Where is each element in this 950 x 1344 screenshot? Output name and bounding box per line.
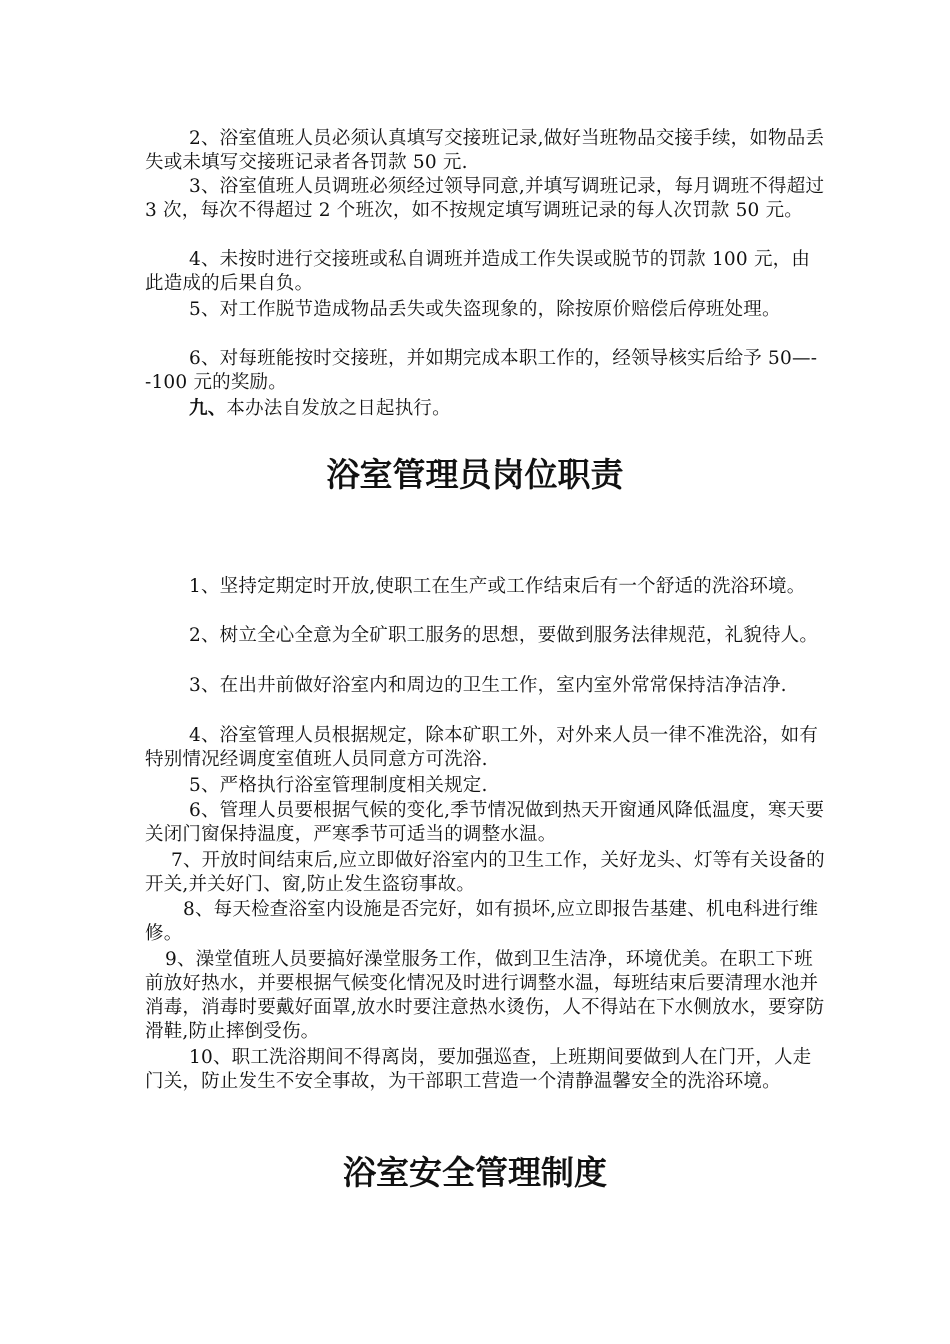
paragraph-item-5: 5、对工作脱节造成物品丢失或失盗现象的，除按原价赔偿后停班处理。 (189, 299, 781, 320)
duty-item-4: 4、浴室管理人员根据规定，除本矿职工外，对外来人员一律不准洗浴，如有特别情况经调度室值班人员同意方可洗浴. (145, 725, 819, 770)
paragraph-item-2: 2、浴室值班人员必须认真填写交接班记录,做好当班物品交接手续，如物品丢失或未填写交接班记录者各罚款 50 元. (145, 128, 825, 173)
item-9-text: 本办法自发放之日起执行。 (226, 398, 451, 419)
duty-item-6: 6、管理人员要根据气候的变化,季节情况做到热天开窗通风降低温度，寒天要关闭门窗保持温度，严寒季节可适当的调整水温。 (145, 800, 825, 845)
duty-item-3: 3、在出井前做好浴室内和周边的卫生工作，室内室外常常保持洁净洁净. (189, 675, 787, 696)
paragraph-item-4: 4、未按时进行交接班或私自调班并造成工作失误或脱节的罚款 100 元，由此造成的后果自负。 (145, 249, 811, 294)
paragraph-item-3: 3、浴室值班人员调班必须经过领导同意,并填写调班记录，每月调班不得超过 3 次，每次不得超过 2 个班次，如不按规定填写调班记录的每人次罚款 50 元。 (145, 176, 825, 221)
section-title-bath-safety-rules: 浴室安全管理制度 (343, 1153, 607, 1192)
section-title-bath-manager-duties: 浴室管理员岗位职责 (326, 455, 624, 494)
duty-item-8: 8、每天检查浴室内设施是否完好，如有损坏,应立即报告基建、机电科进行维修。 (145, 899, 819, 944)
duty-item-7: 7、开放时间结束后,应立即做好浴室内的卫生工作，关好龙头、灯等有关设备的开关,并关好门、窗,防止发生盗窃事故。 (145, 850, 825, 895)
duty-item-10: 10、职工洗浴期间不得离岗，要加强巡查，上班期间要做到人在门开，人走门关，防止发生不安全事故，为干部职工营造一个清静温馨安全的洗浴环境。 (145, 1047, 812, 1092)
duty-item-5: 5、严格执行浴室管理制度相关规定. (189, 775, 488, 796)
duty-item-9: 9、澡堂值班人员要搞好澡堂服务工作，做到卫生洁净，环境优美。在职工下班前放好热水，并要根据气候变化情况及时进行调整水温，每班结束后要清理水池并消毒，消毒时要戴好面罩,放水时要注意热水烫伤，人不得站在下水侧放水，要穿防滑鞋,防止摔倒受伤。 (145, 949, 825, 1042)
paragraph-item-6: 6、对每班能按时交接班，并如期完成本职工作的，经领导核实后给予 50—--100 元的奖励。 (145, 348, 818, 393)
item-9-lead: 九、 (189, 398, 227, 419)
duty-item-2: 2、树立全心全意为全矿职工服务的思想，要做到服务法律规范，礼貌待人。 (189, 625, 819, 646)
duty-item-1: 1、坚持定期定时开放,使职工在生产或工作结束后有一个舒适的洗浴环境。 (189, 576, 806, 597)
paragraph-item-9 (145, 397, 825, 421)
